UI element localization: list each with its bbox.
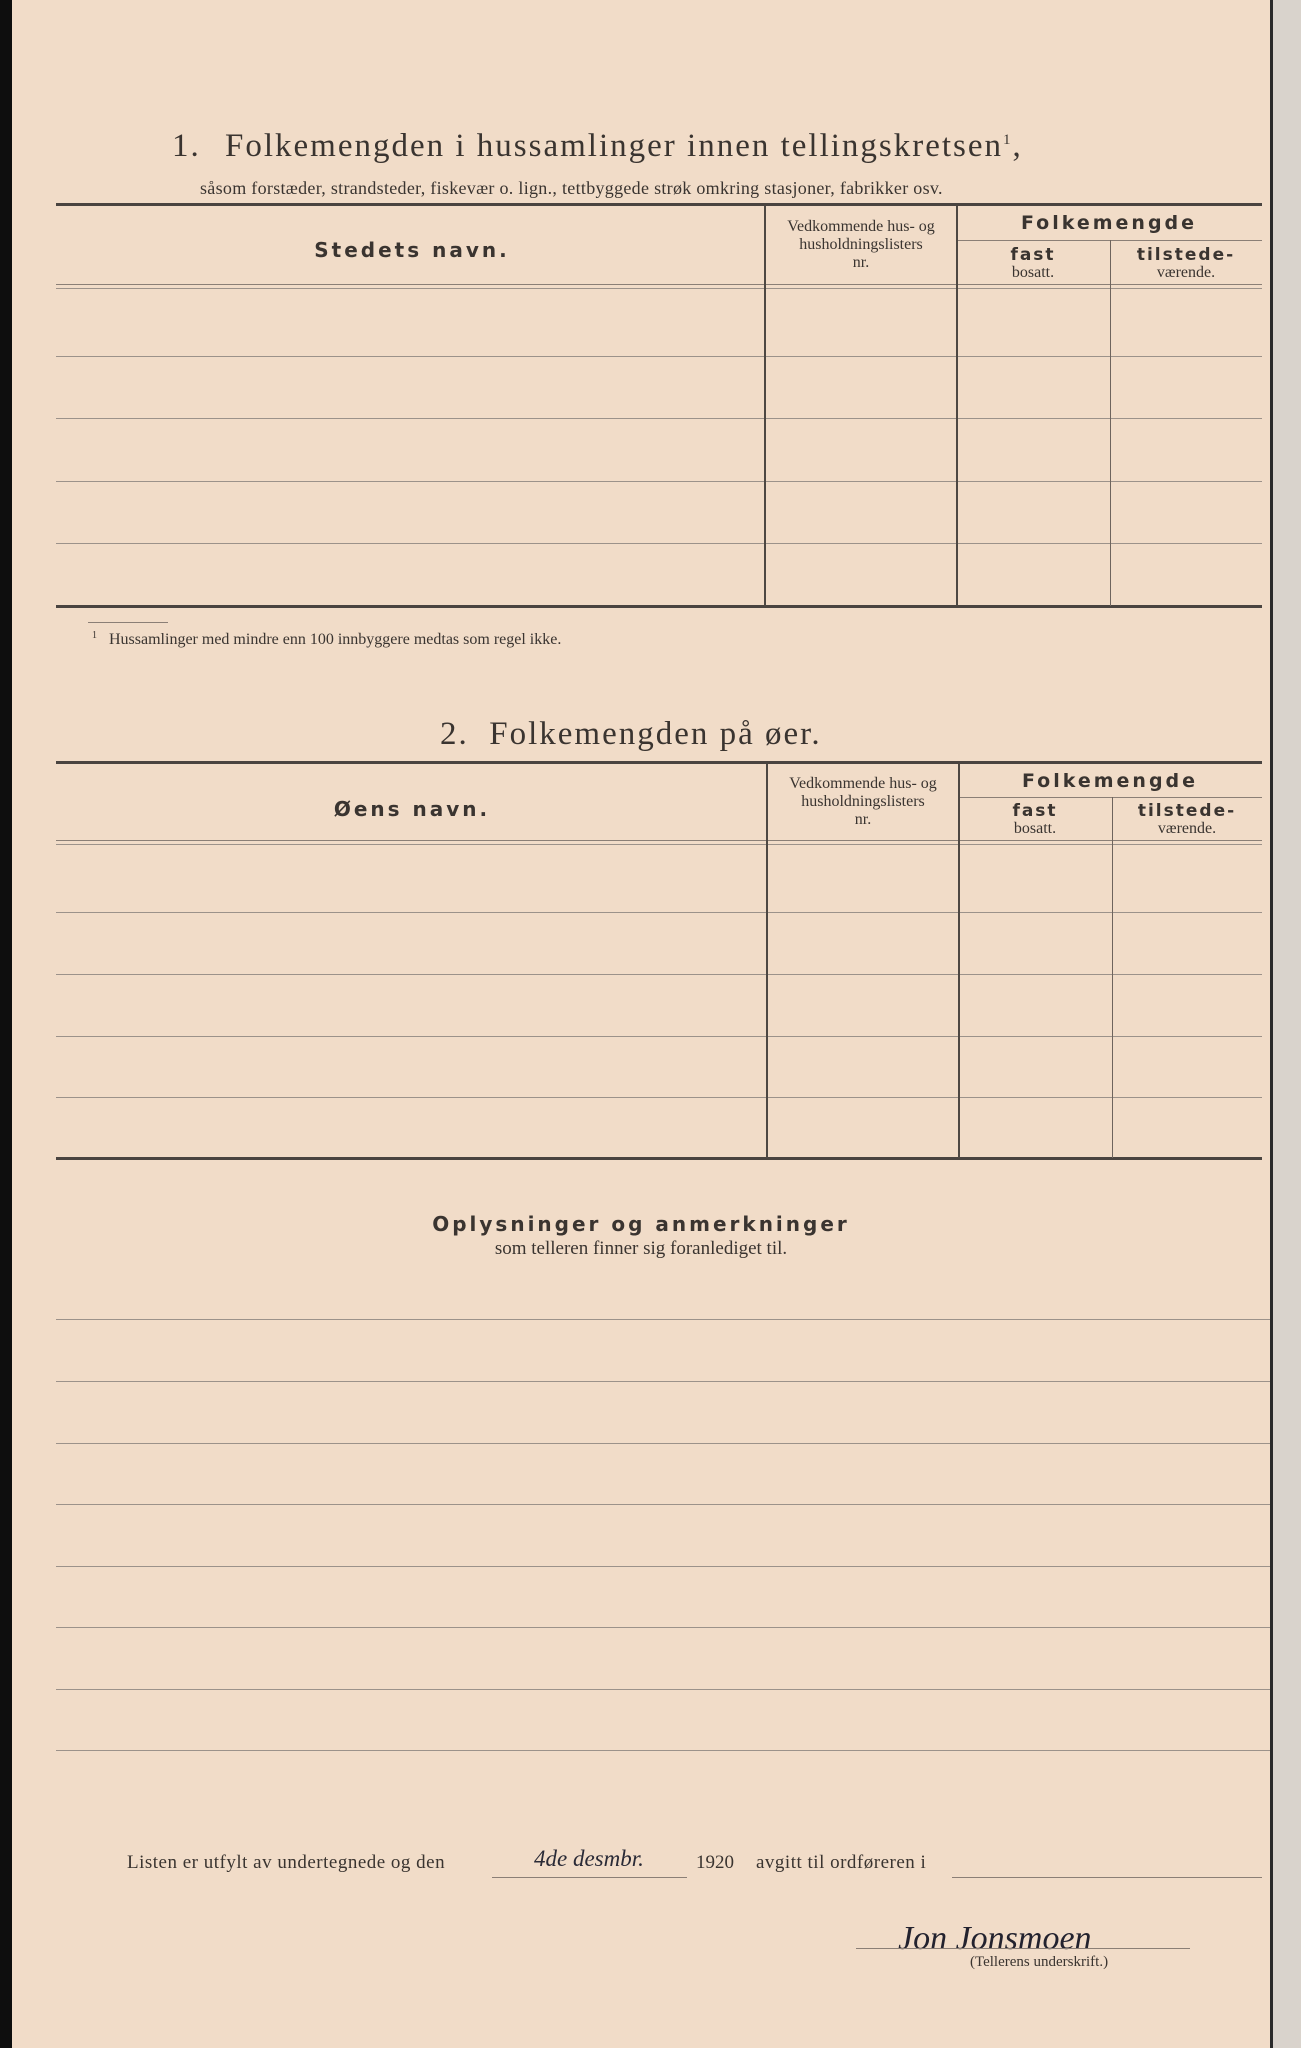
section1-title-comma: , (1012, 128, 1023, 164)
remarks-title: Oplysninger og anmerkninger (432, 1212, 850, 1236)
footnote-text: Hussamlinger med mindre enn 100 innbyggere medtas som regel ikke. (109, 631, 562, 649)
footer-text-b: avgitt til ordføreren i (756, 1852, 927, 1873)
footnote-number: 1 (92, 630, 97, 641)
section1-col-tilstede (1110, 246, 1262, 282)
section1-top-rule (56, 203, 1262, 206)
section1-col-divider (764, 206, 766, 606)
section2-col-divider (1112, 797, 1113, 1158)
section1-row-rule (56, 543, 1262, 544)
section1-row-rule (56, 418, 1262, 419)
section1-row-rule (56, 356, 1262, 357)
section2-col-fast-line1: fast (1012, 801, 1058, 821)
section1-col-tilstede-line2: værende. (1156, 264, 1216, 281)
section1-footnote-mark: 1 (1003, 132, 1013, 148)
section1-col-fast-line1: fast (1010, 245, 1056, 265)
section2-col-list-line3: nr. (854, 811, 872, 828)
date-fill-line (492, 1877, 687, 1878)
section2-top-rule (56, 761, 1262, 764)
section1-footnote (92, 630, 561, 649)
section2-col-tilstede-line1: tilstede- (1137, 801, 1237, 821)
section1-col-divider (1110, 240, 1111, 606)
remarks-line (56, 1443, 1286, 1444)
section2-col-name: Øens navn. (333, 797, 491, 821)
section1-col-list-line3: nr. (852, 254, 870, 271)
section2-row-rule (56, 1036, 1262, 1037)
section1-col-fast-line2: bosatt. (1011, 264, 1055, 281)
section2-row-rule (56, 844, 1262, 845)
remarks-line (56, 1750, 1286, 1751)
remarks-line (56, 1689, 1286, 1690)
section1-title (172, 128, 1023, 165)
remarks-subtitle: som telleren finner sig foranlediget til. (494, 1238, 788, 1259)
section1-group-rule (956, 240, 1262, 241)
remarks-line (56, 1319, 1286, 1320)
remarks-line (56, 1381, 1286, 1382)
section1-title-text: Folkemengden i hussamlinger innen tellingskretsen (225, 128, 1004, 164)
section1-bottom-rule (56, 605, 1262, 608)
census-form-page (12, 0, 1270, 2048)
section2-col-group: Folkemengde (1021, 770, 1199, 792)
signature-handwritten: Jon Jonsmoen (898, 1920, 1092, 1957)
section2-col-tilstede (1112, 802, 1262, 838)
footer-text-a: Listen er utfylt av undertegnede og den (127, 1852, 446, 1873)
section1-header-rule (56, 284, 1262, 285)
section1-col-fast (956, 246, 1110, 282)
section2-col-list-line1: Vedkommende hus- og (789, 775, 937, 792)
section1-col-list-line1: Vedkommende hus- og (787, 218, 935, 235)
section2-bottom-rule (56, 1157, 1262, 1160)
signature-line (856, 1948, 1190, 1949)
section2-col-fast (958, 802, 1112, 838)
section2-row-rule (56, 912, 1262, 913)
section2-col-list (766, 775, 960, 829)
remarks-line (56, 1566, 1286, 1567)
section1-row-rule (56, 288, 1262, 289)
section2-row-rule (56, 1097, 1262, 1098)
footer-year: 1920 (696, 1852, 734, 1873)
section2-col-divider (958, 764, 960, 1158)
section1-col-tilstede-line1: tilstede- (1136, 245, 1236, 265)
section1-row-rule (56, 481, 1262, 482)
section1-subtitle: såsom forstæder, strandsteder, fiskevær o. lign., tettbyggede strøk omkring stasjoner, fabrikker osv. (200, 178, 943, 198)
section2-row-rule (56, 974, 1262, 975)
remarks-line (56, 1627, 1286, 1628)
section2-col-fast-line2: bosatt. (1013, 820, 1057, 837)
section2-title: 2. Folkemengden på øer. (440, 716, 822, 752)
section2-col-list-line2: husholdningslisters (801, 793, 925, 810)
municipality-fill-line (952, 1877, 1262, 1878)
section2-col-tilstede-line2: værende. (1157, 820, 1217, 837)
section2-col-divider (766, 764, 768, 1158)
section1-number: 1. (172, 128, 201, 164)
section2-header-rule (56, 840, 1262, 841)
section1-col-list-line2: husholdningslisters (799, 236, 923, 253)
section1-col-list (764, 218, 958, 272)
signature-label: (Tellerens underskrift.) (970, 1954, 1109, 1970)
footnote-rule (88, 622, 168, 623)
section2-group-rule (958, 797, 1262, 798)
page-edge-right (1270, 0, 1301, 2048)
date-handwritten: 4de desmbr. (534, 1846, 644, 1871)
section1-col-divider (956, 206, 958, 606)
remarks-line (56, 1504, 1286, 1505)
section1-col-name: Stedets navn. (314, 238, 510, 262)
section1-col-group: Folkemengde (1020, 212, 1198, 234)
